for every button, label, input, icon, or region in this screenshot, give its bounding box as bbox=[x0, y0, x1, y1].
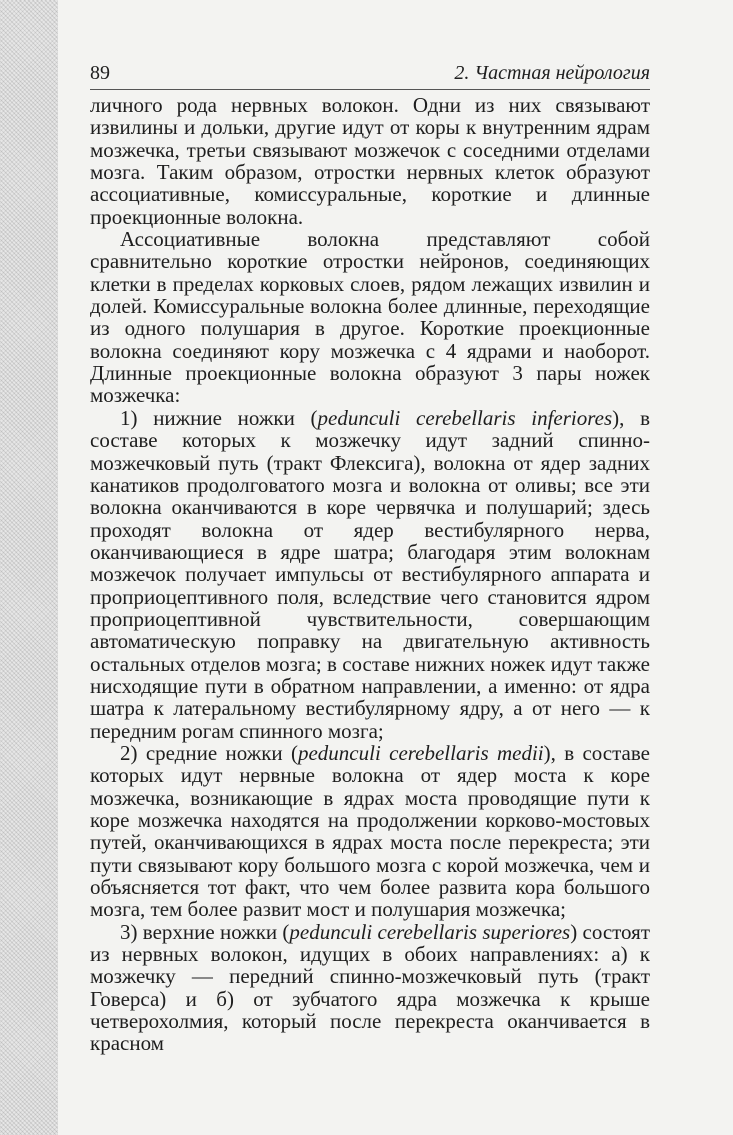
header-rule bbox=[90, 89, 650, 90]
superior-peduncles-text: ) состоят из нервных волокон, идущих в обоих направлениях: а) к мозжечку — передний спинно-мозжечковый путь (тракт Говерса) и б) от зубчатого ядра мозжечка к крыше четверохолмия, который после перекреста оканчивается в красном bbox=[90, 919, 650, 1056]
latin-term-superiores: pedunculi cerebellaris superiores bbox=[289, 919, 571, 944]
superior-peduncles-intro: 3) верхние ножки ( bbox=[120, 919, 290, 944]
page-header bbox=[90, 62, 650, 88]
inferior-peduncles-intro: 1) нижние ножки ( bbox=[120, 405, 318, 430]
paragraph-middle-peduncles bbox=[90, 742, 650, 921]
page-number: 89 bbox=[90, 62, 110, 84]
body-text bbox=[90, 94, 650, 1055]
latin-term-medii: pedunculi cerebellaris medii bbox=[297, 740, 544, 765]
latin-term-inferiores: pedunculi cerebellaris inferiores bbox=[317, 405, 613, 430]
running-head: 2. Частная нейрология bbox=[454, 62, 650, 84]
paragraph-continuation: личного рода нервных волокон. Одни из них связывают извилины и дольки, другие идут от коры к внутренним ядрам мозжечка, третьи связывают мозжечок с соседними отделами мозга. Таким образом, отростки нервных клеток образуют ассоциативные, комиссуральные, короткие и длинные проекционные волокна. bbox=[90, 93, 650, 229]
page-gutter-shadow bbox=[0, 0, 58, 1135]
middle-peduncles-text: ), в составе которых идут нервные волокна от ядер моста к коре мозжечка, возникающие в ядрах моста проводящие пути к коре мозжечка находятся на продолжении корково-мостовых путей, оканчивающихся в ядрах моста после перекреста; эти пути связывают кору большого мозга с корой мозжечка, чем и объясняется тот факт, что чем более развита кора большого мозга, тем более развит мост и полушария мозжечка; bbox=[90, 740, 650, 922]
paragraph-inferior-peduncles bbox=[90, 407, 650, 742]
paragraph-superior-peduncles bbox=[90, 921, 650, 1055]
inferior-peduncles-text: ), в составе которых к мозжечку идут задний спинно-мозжечковый путь (тракт Флексига), волокна от ядер задних канатиков продолговатого мозга и волокна от оливы; все эти волокна оканчиваются в коре червячка и полушарий; здесь проходят волокна от ядер вестибулярного нерва, оканчивающиеся в ядре шатра; благодаря этим волокнам мозжечок получает импульсы от вестибулярного аппарата и проприоцептивного поля, вследствие чего становится ядром проприоцептивной чувствительности, совершающим автоматическую поправку на двигательную активность остальных отделов мозга; в составе нижних ножек идут также нисходящие пути в обратном направлении, а именно: от ядра шатра к латеральному вестибулярному ядру, а от него — к передним рогам спинного мозга; bbox=[90, 405, 650, 743]
middle-peduncles-intro: 2) средние ножки ( bbox=[120, 740, 298, 765]
paragraph-associative-fibers: Ассоциативные волокна представляют собой сравнительно короткие отростки нейронов, соединяющих клетки в пределах корковых слоев, рядом лежащих извилин и долей. Комиссуральные волокна более длинные, переходящие из одного полушария в другое. Короткие проекционные волокна соединяют кору мозжечка с 4 ядрами и наоборот. Длинные проекционные волокна образуют 3 пары ножек мозжечка: bbox=[90, 227, 650, 408]
